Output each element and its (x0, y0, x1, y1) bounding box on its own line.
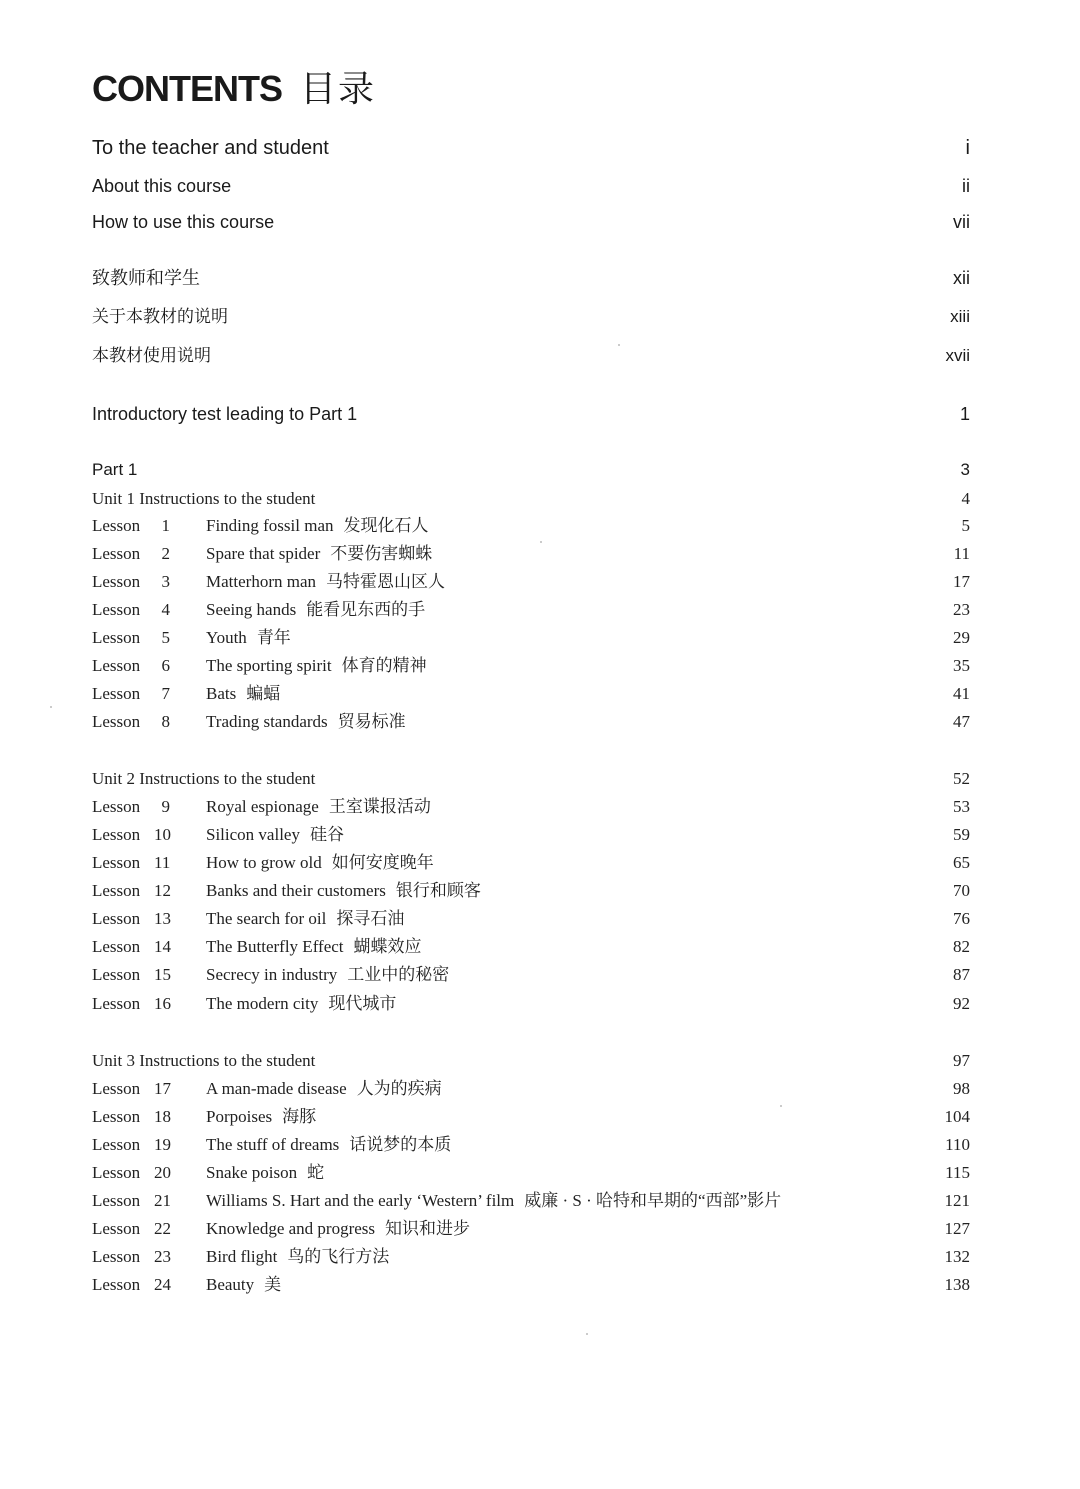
page-title (92, 64, 376, 114)
title-en: CONTENTS (92, 68, 282, 109)
lesson-label: Lesson (92, 909, 141, 928)
toc-entry-lesson[interactable] (92, 1131, 970, 1159)
entry-page: 41 (953, 684, 970, 703)
lesson-title-en: The Butterfly Effect (206, 937, 344, 956)
lesson-number: 16 (154, 994, 171, 1013)
entry-label: 关于本教材的说明 (92, 307, 228, 326)
lesson-label: Lesson (92, 965, 141, 984)
lesson-label: Lesson (92, 994, 141, 1013)
toc-entry-lesson[interactable] (92, 905, 970, 933)
lesson-label: Lesson (92, 628, 141, 647)
lesson-label: Lesson (92, 1107, 141, 1126)
lesson-title-cn: 能看见东西的手 (306, 600, 426, 619)
lesson-title-en: The search for oil (206, 909, 327, 928)
lesson-number: 6 (161, 656, 170, 675)
toc-entry-front-matter-cn[interactable] (92, 264, 970, 292)
lesson-label: Lesson (92, 1247, 141, 1266)
toc-entry-lesson[interactable] (92, 849, 970, 877)
toc-entry-lesson[interactable] (92, 793, 970, 821)
lesson-title-cn: 不要伤害蜘蛛 (330, 544, 433, 563)
lesson-number: 8 (161, 712, 170, 731)
lesson-title-cn: 发现化石人 (343, 516, 429, 535)
scan-speck (50, 706, 52, 708)
lesson-title-en: Seeing hands (206, 600, 297, 619)
entry-page: 132 (944, 1247, 970, 1266)
lesson-label: Lesson (92, 825, 141, 844)
entry-page: 121 (944, 1191, 970, 1210)
lesson-number: 22 (154, 1219, 171, 1238)
toc-entry-lesson[interactable] (92, 933, 970, 961)
lesson-label: Lesson (92, 1275, 141, 1294)
lesson-label: Lesson (92, 572, 141, 591)
lesson-title-cn: 探寻石油 (336, 909, 405, 928)
scan-speck (540, 541, 542, 543)
lesson-number: 14 (154, 937, 171, 956)
lesson-title-cn: 体育的精神 (341, 656, 427, 675)
entry-page: i (965, 137, 970, 159)
lesson-title-cn: 鸟的飞行方法 (287, 1247, 390, 1266)
toc-entry-lesson[interactable] (92, 652, 970, 680)
toc-entry-lesson[interactable] (92, 961, 970, 989)
toc-entry-intro-test[interactable] (92, 400, 970, 428)
lesson-title-en: Spare that spider (206, 544, 321, 563)
lesson-number: 9 (161, 797, 170, 816)
entry-page: 87 (953, 965, 970, 984)
lesson-number: 23 (154, 1247, 171, 1266)
lesson-title-cn: 硅谷 (309, 825, 344, 844)
entry-page: 53 (953, 797, 970, 816)
lesson-title-en: The stuff of dreams (206, 1135, 340, 1154)
lesson-title-en: Matterhorn man (206, 572, 316, 591)
lesson-number: 17 (154, 1079, 171, 1098)
entry-label: About this course (92, 176, 232, 196)
lesson-label: Lesson (92, 937, 141, 956)
lesson-number: 4 (161, 600, 170, 619)
toc-entry-lesson[interactable] (92, 596, 970, 624)
lesson-label: Lesson (92, 1219, 141, 1238)
lesson-title-cn: 知识和进步 (385, 1219, 471, 1238)
entry-page: 47 (953, 712, 970, 731)
entry-page: 59 (953, 825, 970, 844)
lesson-title-en: A man-made disease (206, 1079, 347, 1098)
toc-entry-front-matter[interactable] (92, 208, 970, 236)
lesson-title-cn: 威廉 · S · 哈特和早期的“西部”影片 (524, 1191, 782, 1210)
lesson-title-en: Bird flight (206, 1247, 278, 1266)
toc-entry-lesson[interactable] (92, 1103, 970, 1131)
lesson-title-en: Beauty (206, 1275, 255, 1294)
toc-entry-unit[interactable] (92, 1047, 970, 1075)
lesson-number: 3 (161, 572, 170, 591)
lesson-label: Lesson (92, 516, 141, 535)
lesson-number: 2 (161, 544, 170, 563)
toc-entry-lesson[interactable] (92, 821, 970, 849)
entry-page: 138 (944, 1275, 970, 1294)
lesson-number: 5 (161, 628, 170, 647)
lesson-label: Lesson (92, 684, 141, 703)
toc-entry-lesson[interactable] (92, 1159, 970, 1187)
lesson-title-en: Porpoises (206, 1107, 273, 1126)
lesson-number: 10 (154, 825, 171, 844)
toc-entry-unit[interactable] (92, 765, 970, 793)
scan-speck (618, 344, 620, 346)
unit-title: Unit 2 Instructions to the student (92, 769, 316, 788)
entry-page: vii (953, 212, 970, 232)
toc-entry-front-matter-cn[interactable] (92, 342, 970, 370)
title-cn: 目录 (300, 68, 377, 109)
entry-page: 97 (953, 1051, 970, 1070)
toc-entry-part[interactable] (92, 456, 970, 484)
lesson-number: 12 (154, 881, 171, 900)
toc-entry-lesson[interactable] (92, 1243, 970, 1271)
unit-title: Unit 3 Instructions to the student (92, 1051, 316, 1070)
entry-page: 3 (960, 460, 970, 479)
lesson-title-en: Snake poison (206, 1163, 298, 1182)
toc-entry-unit[interactable] (92, 485, 970, 513)
entry-page: 82 (953, 937, 970, 956)
lesson-label: Lesson (92, 1135, 141, 1154)
lesson-title-cn: 蝙蝠 (246, 684, 281, 703)
entry-label: Introductory test leading to Part 1 (92, 404, 358, 424)
lesson-label: Lesson (92, 656, 141, 675)
toc-entry-front-matter[interactable] (92, 172, 970, 200)
entry-label: 本教材使用说明 (92, 346, 211, 365)
lesson-title-en: Finding fossil man (206, 516, 334, 535)
entry-page: 98 (953, 1079, 970, 1098)
lesson-title-cn: 蝴蝶效应 (353, 937, 422, 956)
entry-page: 1 (959, 404, 970, 424)
toc-entry-front-matter-cn[interactable] (92, 303, 970, 331)
toc-entry-lesson[interactable] (92, 512, 970, 540)
toc-entry-lesson[interactable] (92, 708, 970, 736)
entry-label: How to use this course (92, 212, 275, 232)
lesson-title-cn: 马特霍恩山区人 (326, 572, 445, 591)
toc-entry-lesson[interactable] (92, 990, 970, 1018)
entry-page: 4 (961, 489, 970, 508)
lesson-label: Lesson (92, 797, 141, 816)
entry-page: ii (962, 176, 970, 196)
entry-page: 127 (944, 1219, 970, 1238)
entry-page: xiii (950, 307, 970, 326)
entry-page: 29 (953, 628, 970, 647)
lesson-title-en: Knowledge and progress (206, 1219, 376, 1238)
toc-entry-lesson[interactable] (92, 624, 970, 652)
lesson-title-en: How to grow old (206, 853, 322, 872)
entry-page: 76 (953, 909, 970, 928)
entry-page: 65 (953, 853, 970, 872)
lesson-label: Lesson (92, 1079, 141, 1098)
toc-entry-front-matter[interactable] (92, 134, 970, 162)
lesson-number: 19 (154, 1135, 171, 1154)
toc-entry-lesson[interactable] (92, 1075, 970, 1103)
lesson-title-en: Bats (206, 684, 237, 703)
toc-entry-lesson[interactable] (92, 540, 970, 568)
lesson-label: Lesson (92, 853, 141, 872)
entry-page: 115 (945, 1163, 970, 1182)
lesson-number: 15 (154, 965, 171, 984)
toc-entry-lesson[interactable] (92, 1215, 970, 1243)
entry-page: 17 (953, 572, 970, 591)
lesson-label: Lesson (92, 881, 141, 900)
entry-page: xii (953, 268, 970, 288)
entry-label: 致教师和学生 (92, 268, 200, 288)
entry-label: To the teacher and student (92, 137, 329, 159)
toc-entry-lesson[interactable] (92, 568, 970, 596)
entry-page: 52 (953, 769, 970, 788)
lesson-title-en: Banks and their customers (206, 881, 386, 900)
entry-label: Part 1 (92, 460, 138, 479)
lesson-title-cn: 青年 (256, 628, 291, 647)
lesson-title-cn: 王室谍报活动 (328, 797, 431, 816)
lesson-title-en: The modern city (206, 994, 319, 1013)
lesson-title-cn: 银行和顾客 (395, 881, 481, 900)
lesson-number: 24 (154, 1275, 171, 1294)
entry-page: 35 (953, 656, 970, 675)
lesson-title-en: Silicon valley (206, 825, 300, 844)
lesson-label: Lesson (92, 1191, 141, 1210)
lesson-number: 21 (154, 1191, 171, 1210)
lesson-title-en: Trading standards (206, 712, 328, 731)
lesson-label: Lesson (92, 544, 141, 563)
lesson-title-cn: 现代城市 (328, 994, 397, 1013)
toc-entry-lesson[interactable] (92, 877, 970, 905)
lesson-title-cn: 工业中的秘密 (347, 965, 450, 984)
lesson-title-en: Royal espionage (206, 797, 319, 816)
lesson-number: 13 (154, 909, 171, 928)
entry-page: xvii (945, 346, 970, 365)
lesson-title-cn: 话说梦的本质 (349, 1135, 452, 1154)
toc-entry-lesson[interactable] (92, 1271, 970, 1299)
entry-page: 70 (953, 881, 970, 900)
lesson-title-cn: 美 (264, 1275, 282, 1294)
lesson-title-en: The sporting spirit (206, 656, 332, 675)
unit-title: Unit 1 Instructions to the student (92, 489, 316, 508)
entry-page: 110 (945, 1135, 970, 1154)
lesson-title-en: Youth (206, 628, 247, 647)
lesson-title-en: Secrecy in industry (206, 965, 338, 984)
lesson-title-cn: 人为的疾病 (356, 1079, 442, 1098)
toc-entry-lesson[interactable] (92, 680, 970, 708)
scan-speck (586, 1333, 588, 1335)
lesson-title-cn: 蛇 (307, 1163, 325, 1182)
lesson-label: Lesson (92, 600, 141, 619)
entry-page: 11 (953, 544, 970, 563)
lesson-title-cn: 海豚 (282, 1107, 317, 1126)
entry-page: 5 (961, 516, 970, 535)
lesson-title-cn: 如何安度晚年 (331, 853, 434, 872)
lesson-label: Lesson (92, 712, 141, 731)
scan-speck (780, 1105, 782, 1107)
toc-entry-lesson[interactable] (92, 1187, 970, 1215)
lesson-number: 18 (154, 1107, 171, 1126)
lesson-number: 20 (154, 1163, 171, 1182)
lesson-title-en: Williams S. Hart and the early ‘Western’ film (206, 1191, 515, 1210)
entry-page: 104 (944, 1107, 970, 1126)
lesson-title-cn: 贸易标准 (337, 712, 406, 731)
entry-page: 92 (953, 994, 970, 1013)
lesson-number: 7 (161, 684, 170, 703)
entry-page: 23 (953, 600, 970, 619)
lesson-number: 11 (154, 853, 171, 872)
lesson-number: 1 (161, 516, 170, 535)
lesson-label: Lesson (92, 1163, 141, 1182)
